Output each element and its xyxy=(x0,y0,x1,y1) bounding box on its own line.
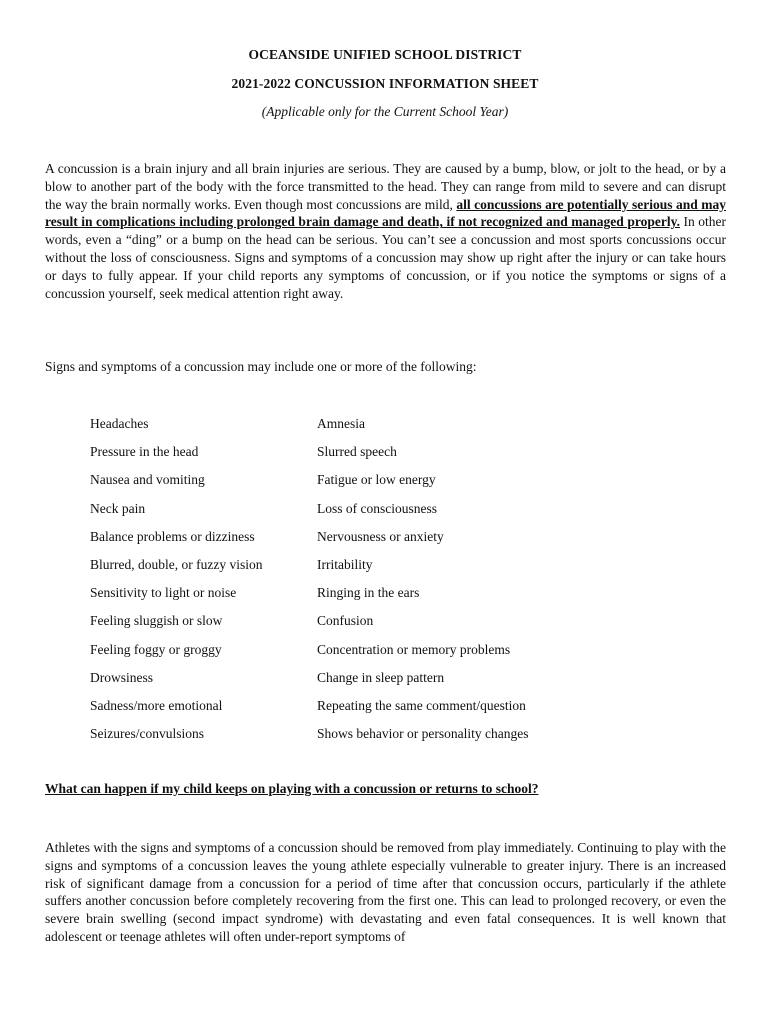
symptom-row xyxy=(90,529,650,557)
symptom-left: Balance problems or dizziness xyxy=(90,528,255,544)
symptom-row xyxy=(90,642,650,670)
symptom-right: Loss of consciousness xyxy=(317,500,437,516)
symptom-right: Irritability xyxy=(317,556,373,572)
symptom-row xyxy=(90,670,650,698)
symptom-right: Shows behavior or personality changes xyxy=(317,726,529,742)
symptom-left: Neck pain xyxy=(90,500,146,516)
symptom-left: Feeling sluggish or slow xyxy=(90,613,223,629)
symptom-left: Sadness/more emotional xyxy=(90,697,223,713)
symptom-right: Repeating the same comment/question xyxy=(317,697,526,713)
symptom-left: Seizures/convulsions xyxy=(90,726,204,742)
symptom-row xyxy=(90,444,650,472)
symptom-left: Pressure in the head xyxy=(90,444,199,460)
symptom-right: Nervousness or anxiety xyxy=(317,528,444,544)
symptom-left: Drowsiness xyxy=(90,669,153,685)
symptom-row xyxy=(90,472,650,500)
symptom-row xyxy=(90,613,650,641)
symptom-left: Headaches xyxy=(90,416,149,431)
symptom-right: Amnesia xyxy=(317,416,365,431)
intro-paragraph xyxy=(45,160,726,302)
district-title: OCEANSIDE UNIFIED SCHOOL DISTRICT xyxy=(248,47,522,62)
symptom-right: Ringing in the ears xyxy=(317,585,420,601)
symptom-row xyxy=(90,416,650,444)
sheet-title: 2021-2022 CONCUSSION INFORMATION SHEET xyxy=(231,76,539,91)
intro-emphasis: all concussions are potentially serious and may result in complications including prolonged brain damage and death, if not recognized and managed properly. xyxy=(45,196,726,230)
section-paragraph: Athletes with the signs and symptoms of a concussion should be removed from play immediately. Continuing to play with the signs and symptoms of a concussion leaves the young athlete especially vulnerable to greater injury. There is an increased risk of significant damage from a concussion for a period of time after that concussion occurs, particularly if the athlete suffers another concussion before completely recovering from the first one. This can lead to prolonged recovery, or even the severe brain swelling (second impact syndrome) with devastating and even fatal consequences. It is well known that adolescent or teenage athletes will often under-report symptoms of xyxy=(45,840,726,944)
symptom-left: Nausea and vomiting xyxy=(90,472,205,488)
symptom-right: Change in sleep pattern xyxy=(317,669,445,685)
symptom-row xyxy=(90,585,650,613)
symptom-left: Sensitivity to light or noise xyxy=(90,585,237,601)
symptom-left: Blurred, double, or fuzzy vision xyxy=(90,556,263,572)
symptom-row xyxy=(90,557,650,585)
signs-intro: Signs and symptoms of a concussion may include one or more of the following: xyxy=(45,359,477,374)
symptom-list xyxy=(90,416,650,754)
symptom-row xyxy=(90,726,650,754)
symptom-right: Fatigue or low energy xyxy=(317,472,436,488)
symptom-right: Concentration or memory problems xyxy=(317,641,511,657)
symptom-right: Confusion xyxy=(317,613,374,629)
sheet-subtitle: (Applicable only for the Current School Year) xyxy=(261,104,509,119)
symptom-right: Slurred speech xyxy=(317,444,397,460)
intro-text-end: In other words, even a “ding” or a bump on the head can be serious. You can’t see a concussion and most sports concussions occur without the loss of consciousness. Signs and symptoms of a concussion may show up right after the injury or can take hours or days to fully appear. If your child reports any symptoms of concussion, or if you notice the symptoms or signs of a concussion yourself, seek medical attention right away. xyxy=(45,214,727,301)
intro-text-start: A concussion is a brain injury and all brain injuries are serious. They are caused by a bump, blow, or jolt to the head, or by a blow to another part of the body with the force transmitted to the head. They can range from mild to severe and can disrupt the way the brain normally works. Even though most concussions are mild, xyxy=(45,161,726,212)
section-heading: What can happen if my child keeps on playing with a concussion or returns to school? xyxy=(45,781,539,796)
symptom-row xyxy=(90,501,650,529)
symptom-row xyxy=(90,698,650,726)
symptom-left: Feeling foggy or groggy xyxy=(90,641,222,657)
